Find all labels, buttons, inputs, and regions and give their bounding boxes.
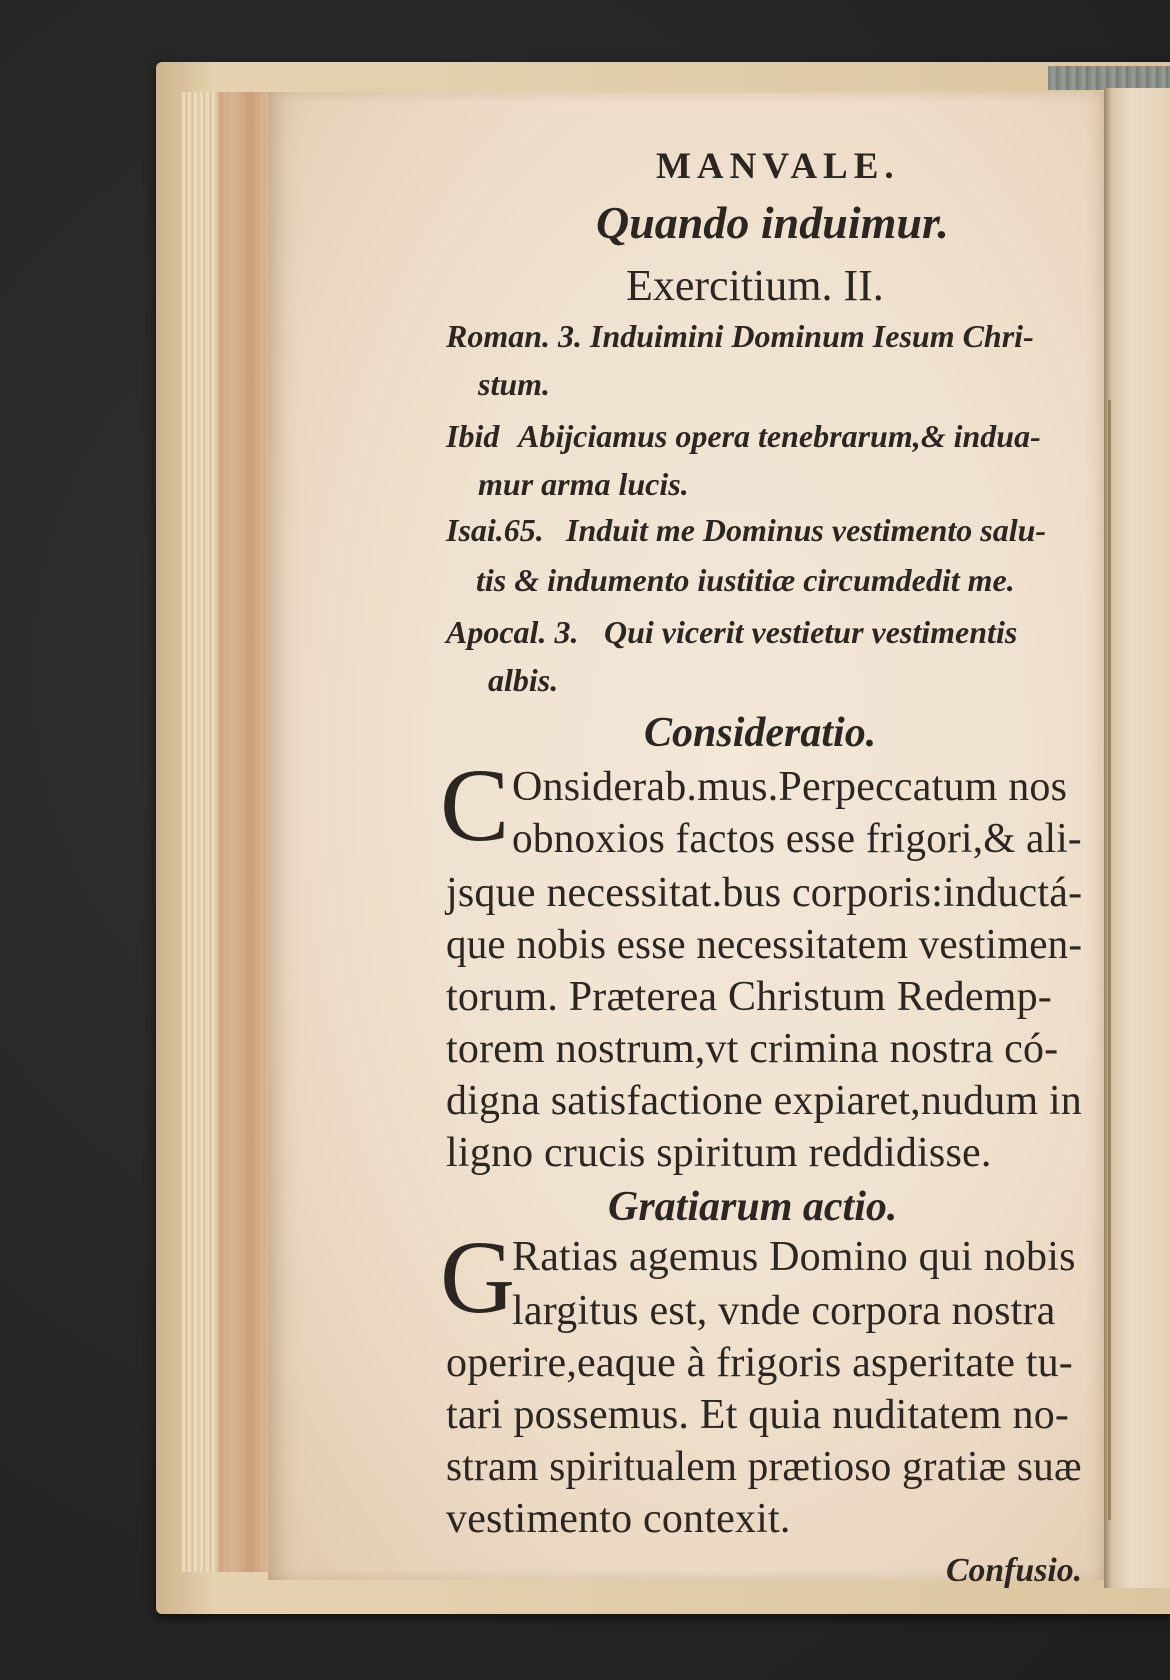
citation-ref: Apocal. 3. [446, 614, 579, 650]
page-edge-band [218, 92, 270, 1572]
citation-ref: Ibid [446, 418, 500, 454]
citation-cont: albis. [488, 662, 559, 698]
text-line: operire,eaque à frigoris asperitate tu- [446, 1340, 1073, 1386]
drop-capital: C [440, 748, 510, 863]
drop-capital: G [440, 1220, 516, 1335]
text-line: stram spiritualem prætioso gratiæ suæ [446, 1444, 1082, 1490]
citation-cont: stum. [478, 366, 551, 402]
citation-text: Induimini Dominum Iesum Chri- [590, 318, 1034, 354]
chapter-subtitle: Quando induimur. [596, 197, 949, 248]
facing-page-gutter [1104, 88, 1170, 1588]
gutter-shadow [1108, 400, 1111, 1520]
binding-spine [1048, 66, 1170, 90]
text-line: ligno crucis spiritum reddidisse. [446, 1130, 992, 1176]
text-line: tari possemus. Et quia nuditatem no- [446, 1392, 1070, 1438]
text-line: obnoxios factos esse frigori,& ali- [512, 816, 1082, 862]
section-heading: Consideratio. [644, 710, 877, 756]
text-line: digna satisfactione expiaret,nudum in [446, 1078, 1082, 1124]
text-line: torem nostrum,vt crimina nostra có- [446, 1026, 1059, 1072]
citation-cont: mur arma lucis. [478, 466, 689, 502]
citation-ref: Isai.65. [446, 512, 544, 548]
text-line: Ratias agemus Domino qui nobis [512, 1234, 1076, 1280]
text-line: jsque necessitat.bus corporis:inductá- [446, 870, 1083, 916]
text-line: vestimento contexit. [446, 1496, 791, 1542]
text-line: torum. Præterea Christum Redemp- [446, 974, 1052, 1020]
citation-text: Abijciamus opera tenebrarum,& indua- [518, 418, 1041, 454]
citation-text: Induit me Dominus vestimento salu- [566, 512, 1047, 548]
citation-cont: tis & indumento iustitiæ circumdedit me. [476, 562, 1015, 598]
citation-ref: Roman. 3. [446, 318, 583, 354]
exercise-title: Exercitium. II. [626, 261, 884, 310]
text-line: que nobis esse necessitatem vestimen- [446, 922, 1083, 968]
citation-text: Qui vicerit vestietur vestimentis [604, 614, 1018, 650]
text-line: Onsiderab.mus.Perpeccatum nos [512, 764, 1068, 810]
running-header: MANVALE. [656, 146, 900, 187]
text-line: largitus est, vnde corpora nostra [512, 1288, 1056, 1334]
section-heading: Gratiarum actio. [608, 1184, 898, 1230]
catchword: Confusio. [946, 1552, 1083, 1589]
